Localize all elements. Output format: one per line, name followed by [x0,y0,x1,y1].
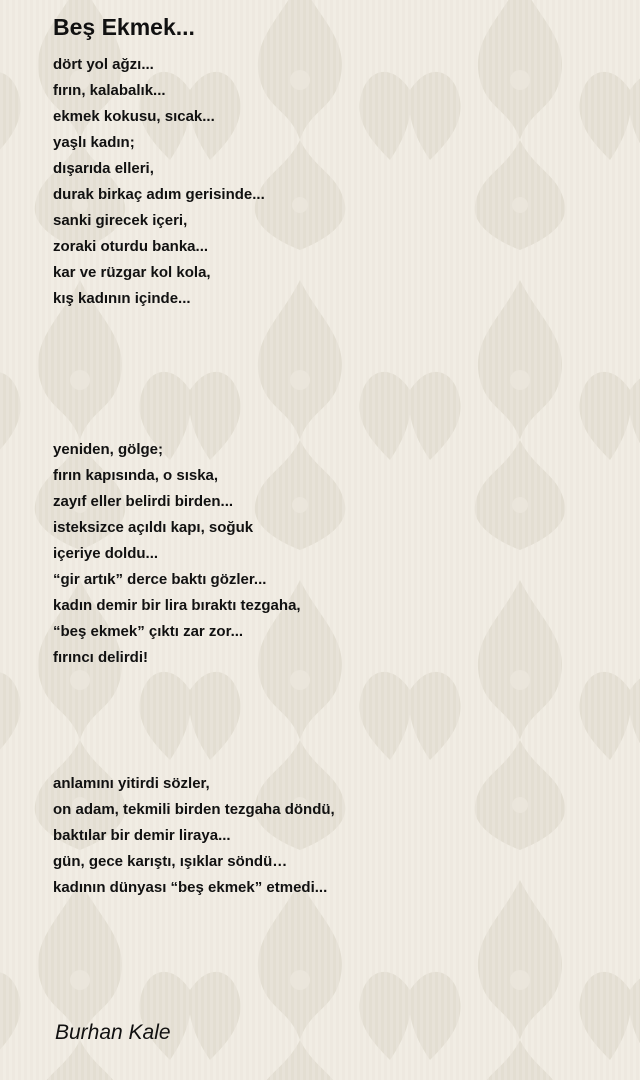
stanza-1 [53,52,265,312]
poem-line: zayıf eller belirdi birden... [53,493,234,510]
stanza-2 [53,437,301,671]
poem-author: Burhan Kale [55,1021,171,1044]
poem-line: on adam, tekmili birden tezgaha döndü, [53,801,335,818]
poem-line: durak birkaç adım gerisinde... [53,186,265,203]
poem-line: içeriye doldu... [53,545,159,562]
poem-line: yeniden, gölge; [53,441,164,458]
poem-line: zoraki oturdu banka... [53,238,209,255]
poem-line: isteksizce açıldı kapı, soğuk [53,519,254,536]
poem-line: sanki girecek içeri, [53,212,188,229]
stanza-3 [53,771,335,901]
poem-line: dört yol ağzı... [53,56,154,73]
poem-line: kadın demir bir lira bıraktı tezgaha, [53,597,301,614]
poem-line: “gir artık” derce baktı gözler... [53,571,267,588]
poem-title: Beş Ekmek... [53,14,195,40]
poem-line: anlamını yitirdi sözler, [53,775,210,792]
poem-line: kış kadının içinde... [53,290,191,307]
poem-line: “beş ekmek” çıktı zar zor... [53,623,244,640]
poem-line: ekmek kokusu, sıcak... [53,108,215,125]
poem-line: fırıncı delirdi! [53,649,149,666]
poem-line: dışarıda elleri, [53,160,154,177]
poem-line: yaşlı kadın; [53,134,135,151]
poem-line: kadının dünyası “beş ekmek” etmedi... [53,879,328,896]
poem-line: fırın kapısında, o sıska, [53,467,219,484]
poem-line: kar ve rüzgar kol kola, [53,264,211,281]
poem-line: baktılar bir demir liraya... [53,827,231,844]
poem-line: gün, gece karıştı, ışıklar söndü… [53,853,288,870]
poem-line: fırın, kalabalık... [53,82,166,99]
